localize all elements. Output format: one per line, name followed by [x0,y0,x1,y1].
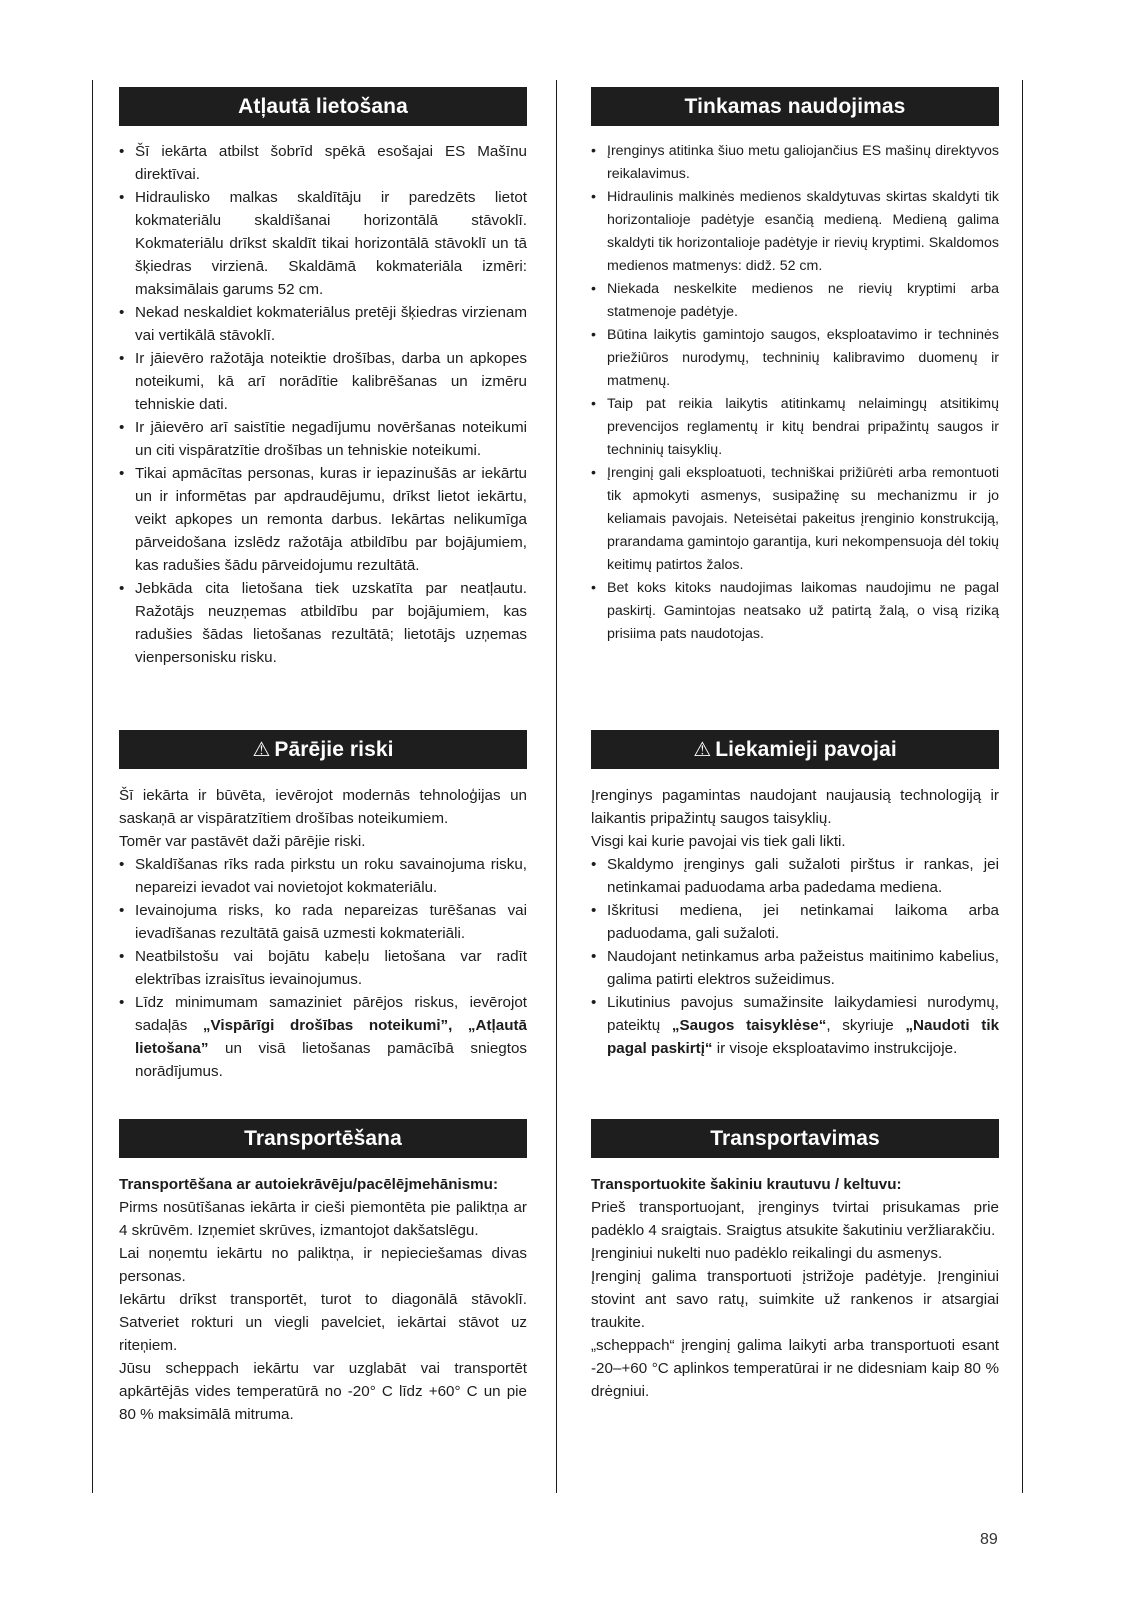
list-item: • Neatbilstošu vai bojātu kabeļu lietošana var radīt elektrības izraisītus ievainojumus. [119,945,527,991]
bullet-list [591,140,999,646]
column-divider-middle [556,80,557,1493]
list-item: • Niekada neskelkite medienos ne rievių kryptimi arba statmenoje padėtyje. [591,278,999,324]
intro-paragraph: Tomēr var pastāvēt daži pārējie riski. [119,833,366,850]
paragraph: Jūsu scheppach iekārtu var uzglabāt vai transportēt apkārtējās vides temperatūrā no -20° C līdz +60° C un pie 80 % maksimālā mitruma. [119,1360,527,1423]
section-body [119,1173,527,1426]
section-atlauta-lietosana [119,87,527,669]
page-number: 89 [980,1531,998,1548]
subtitle: Transportuokite šakiniu krautuvu / keltuvu: [591,1176,902,1193]
intro-paragraph: Įrenginys pagamintas naudojant naujausią technologiją ir laikantis pripažintų saugos taisyklių. [591,787,999,827]
bullet-list [119,853,527,1083]
warning-icon: ⚠ [693,739,712,761]
list-item: • Iškritusi mediena, jei netinkamai laikoma arba paduodama, gali sužaloti. [591,899,999,945]
section-heading: Atļautā lietošana [119,87,527,126]
bullet-list [119,140,527,669]
list-item: • Nekad neskaldiet kokmateriālus pretēji šķiedras virzienam vai vertikālā stāvoklī. [119,301,527,347]
paragraph: Iekārtu drīkst transportēt, turot to diagonālā stāvoklī. Satveriet rokturi un viegli pavelciet, iekārtai stāvot uz riteņiem. [119,1291,527,1354]
paragraph: Lai noņemtu iekārtu no paliktņa, ir nepieciešamas divas personas. [119,1245,527,1285]
list-item: • Būtina laikytis gamintojo saugos, eksploatavimo ir techninės priežiūros nurodymų, techninių kalibravimo duomenų ir matmenų. [591,324,999,393]
list-item: • Tikai apmācītas personas, kuras ir iepazinušās ar iekārtu un ir informētas par apdraudējumu, drīkst lietot iekārtu, veikt apkopes un remonta darbus. Iekārtas nelikumīga pārveidošana izslēdz ražotāja atbildību par bojājumiem, kas radušies šādu pārveidojumu rezultātā. [119,462,527,577]
bullet-list [591,853,999,1060]
paragraph: Įrenginį galima transportuoti įstrižoje padėtyje. Įrenginiui stovint ant savo ratų, suimkite už rankenos ir atsargiai traukite. [591,1268,999,1331]
warning-icon: ⚠ [252,739,271,761]
list-item: • Ir jāievēro ražotāja noteiktie drošības, darba un apkopes noteikumi, kā arī norādītie kalibrēšanas un izmēru tehniskie dati. [119,347,527,416]
section-parejie-riski [119,730,527,1083]
list-item: • Skaldīšanas rīks rada pirkstu un roku savainojuma risku, nepareizi ievadot vai novietojot kokmateriālu. [119,853,527,899]
list-item: • Jebkāda cita lietošana tiek uzskatīta par neatļautu. Ražotājs neuzņemas atbildību par bojājumiem, kas radušies šādas lietošanas rezultātā; lietotājs uzņemas vienpersonisku risku. [119,577,527,669]
intro-paragraph: Visgi kai kurie pavojai vis tiek gali likti. [591,833,846,850]
list-item: • Hidraulisko malkas skaldītāju ir paredzēts lietot kokmateriālu skaldīšanai horizontālā stāvoklī. Kokmateriālu drīkst skaldīt tikai horizontālā stāvoklī un tā šķiedras virzienā. Skaldāmā kokmateriāla izmēri: maksimālais garums 52 cm. [119,186,527,301]
list-item: • Ir jāievēro arī saistītie negadījumu novēršanas noteikumi un citi vispāratzītie drošības un tehniskie noteikumi. [119,416,527,462]
section-transportavimas [591,1119,999,1403]
column-divider-left [92,80,93,1493]
list-item: • Skaldymo įrenginys gali sužaloti pirštus ir rankas, jei netinkamai paduodama arba padedama mediena. [591,853,999,899]
paragraph: Įrenginiui nukelti nuo padėklo reikalingi du asmenys. [591,1245,943,1262]
list-item: • Įrenginį gali eksploatuoti, techniškai prižiūrėti arba remontuoti tik apmokyti asmenys, susipažinę su mechanizmu ir jo keliamais pavojais. Neteisėtai pakeitus įrenginio konstrukciją, prarandama gamintojo garantija, kuri nekompensuoja dėl tokių keitimų patirtos žalos. [591,462,999,577]
list-item: • Naudojant netinkamus arba pažeistus maitinimo kabelius, galima patirti elektros sužeidimus. [591,945,999,991]
intro-paragraph: Šī iekārta ir būvēta, ievērojot modernās tehnoloģijas un saskaņā ar vispāratzītiem drošības noteikumiem. [119,787,527,827]
list-item: • Hidraulinis malkinės medienos skaldytuvas skirtas skaldyti tik horizontalioje padėtyje esančią medieną. Medieną galima skaldyti tik horizontalioje padėtyje ir rievių kryptimi. Skaldomos medienos matmenys: didž. 52 cm. [591,186,999,278]
paragraph: Pirms nosūtīšanas iekārta ir cieši piemontēta pie paliktņa ar 4 skrūvēm. Izņemiet skrūves, izmantojot dakšatslēgu. [119,1199,527,1239]
section-body [591,784,999,1060]
section-transportesana [119,1119,527,1426]
list-item: • Taip pat reikia laikytis atitinkamų nelaimingų atsitikimų prevencijos reglamentų ir kitų bendrai pripažintų saugos ir techninių taisyklių. [591,393,999,462]
section-body [119,784,527,1083]
column-divider-right [1022,80,1023,1493]
section-liekamieji-pavojai [591,730,999,1060]
subtitle: Transportēšana ar autoiekrāvēju/pacēlējmehānismu: [119,1176,498,1193]
list-item: • Šī iekārta atbilst šobrīd spēkā esošajai ES Mašīnu direktīvai. [119,140,527,186]
list-item: • Likutinius pavojus sumažinsite laikydamiesi nurodymų, pateiktų „Saugos taisyklėse“, skyriuje „Naudoti tik pagal paskirtį“ ir visoje eksploatavimo instrukcijoje. [591,991,999,1060]
paragraph: Prieš transportuojant, įrenginys tvirtai prisukamas prie padėklo 4 sraigtais. Sraigtus atsukite šakutiniu veržliarakčiu. [591,1199,999,1239]
list-item: • Līdz minimumam samaziniet pārējos riskus, ievērojot sadaļās „Vispārīgi drošības noteikumi”, „Atļautā lietošana” un visā lietošanas pamācībā sniegtos norādījumus. [119,991,527,1083]
section-tinkamas-naudojimas [591,87,999,646]
paragraph: „scheppach“ įrenginį galima laikyti arba transportuoti esant -20–+60 °C aplinkos temperatūrai ir ne didesniam kaip 80 % drėgniui. [591,1337,999,1400]
list-item: • Ievainojuma risks, ko rada nepareizas turēšanas vai ievadīšanas rezultātā gaisā uzmesti kokmateriāli. [119,899,527,945]
list-item: • Įrenginys atitinka šiuo metu galiojančius ES mašinų direktyvos reikalavimus. [591,140,999,186]
list-item: • Bet koks kitoks naudojimas laikomas naudojimu ne pagal paskirtį. Gamintojas neatsako už patirtą žalą, o visą riziką prisiima pats naudotojas. [591,577,999,646]
section-heading: ⚠ Pārējie riski [119,730,527,769]
section-body [591,1173,999,1403]
section-heading: Transportavimas [591,1119,999,1158]
section-heading: Transportēšana [119,1119,527,1158]
section-heading: Tinkamas naudojimas [591,87,999,126]
section-heading: ⚠ Liekamieji pavojai [591,730,999,769]
